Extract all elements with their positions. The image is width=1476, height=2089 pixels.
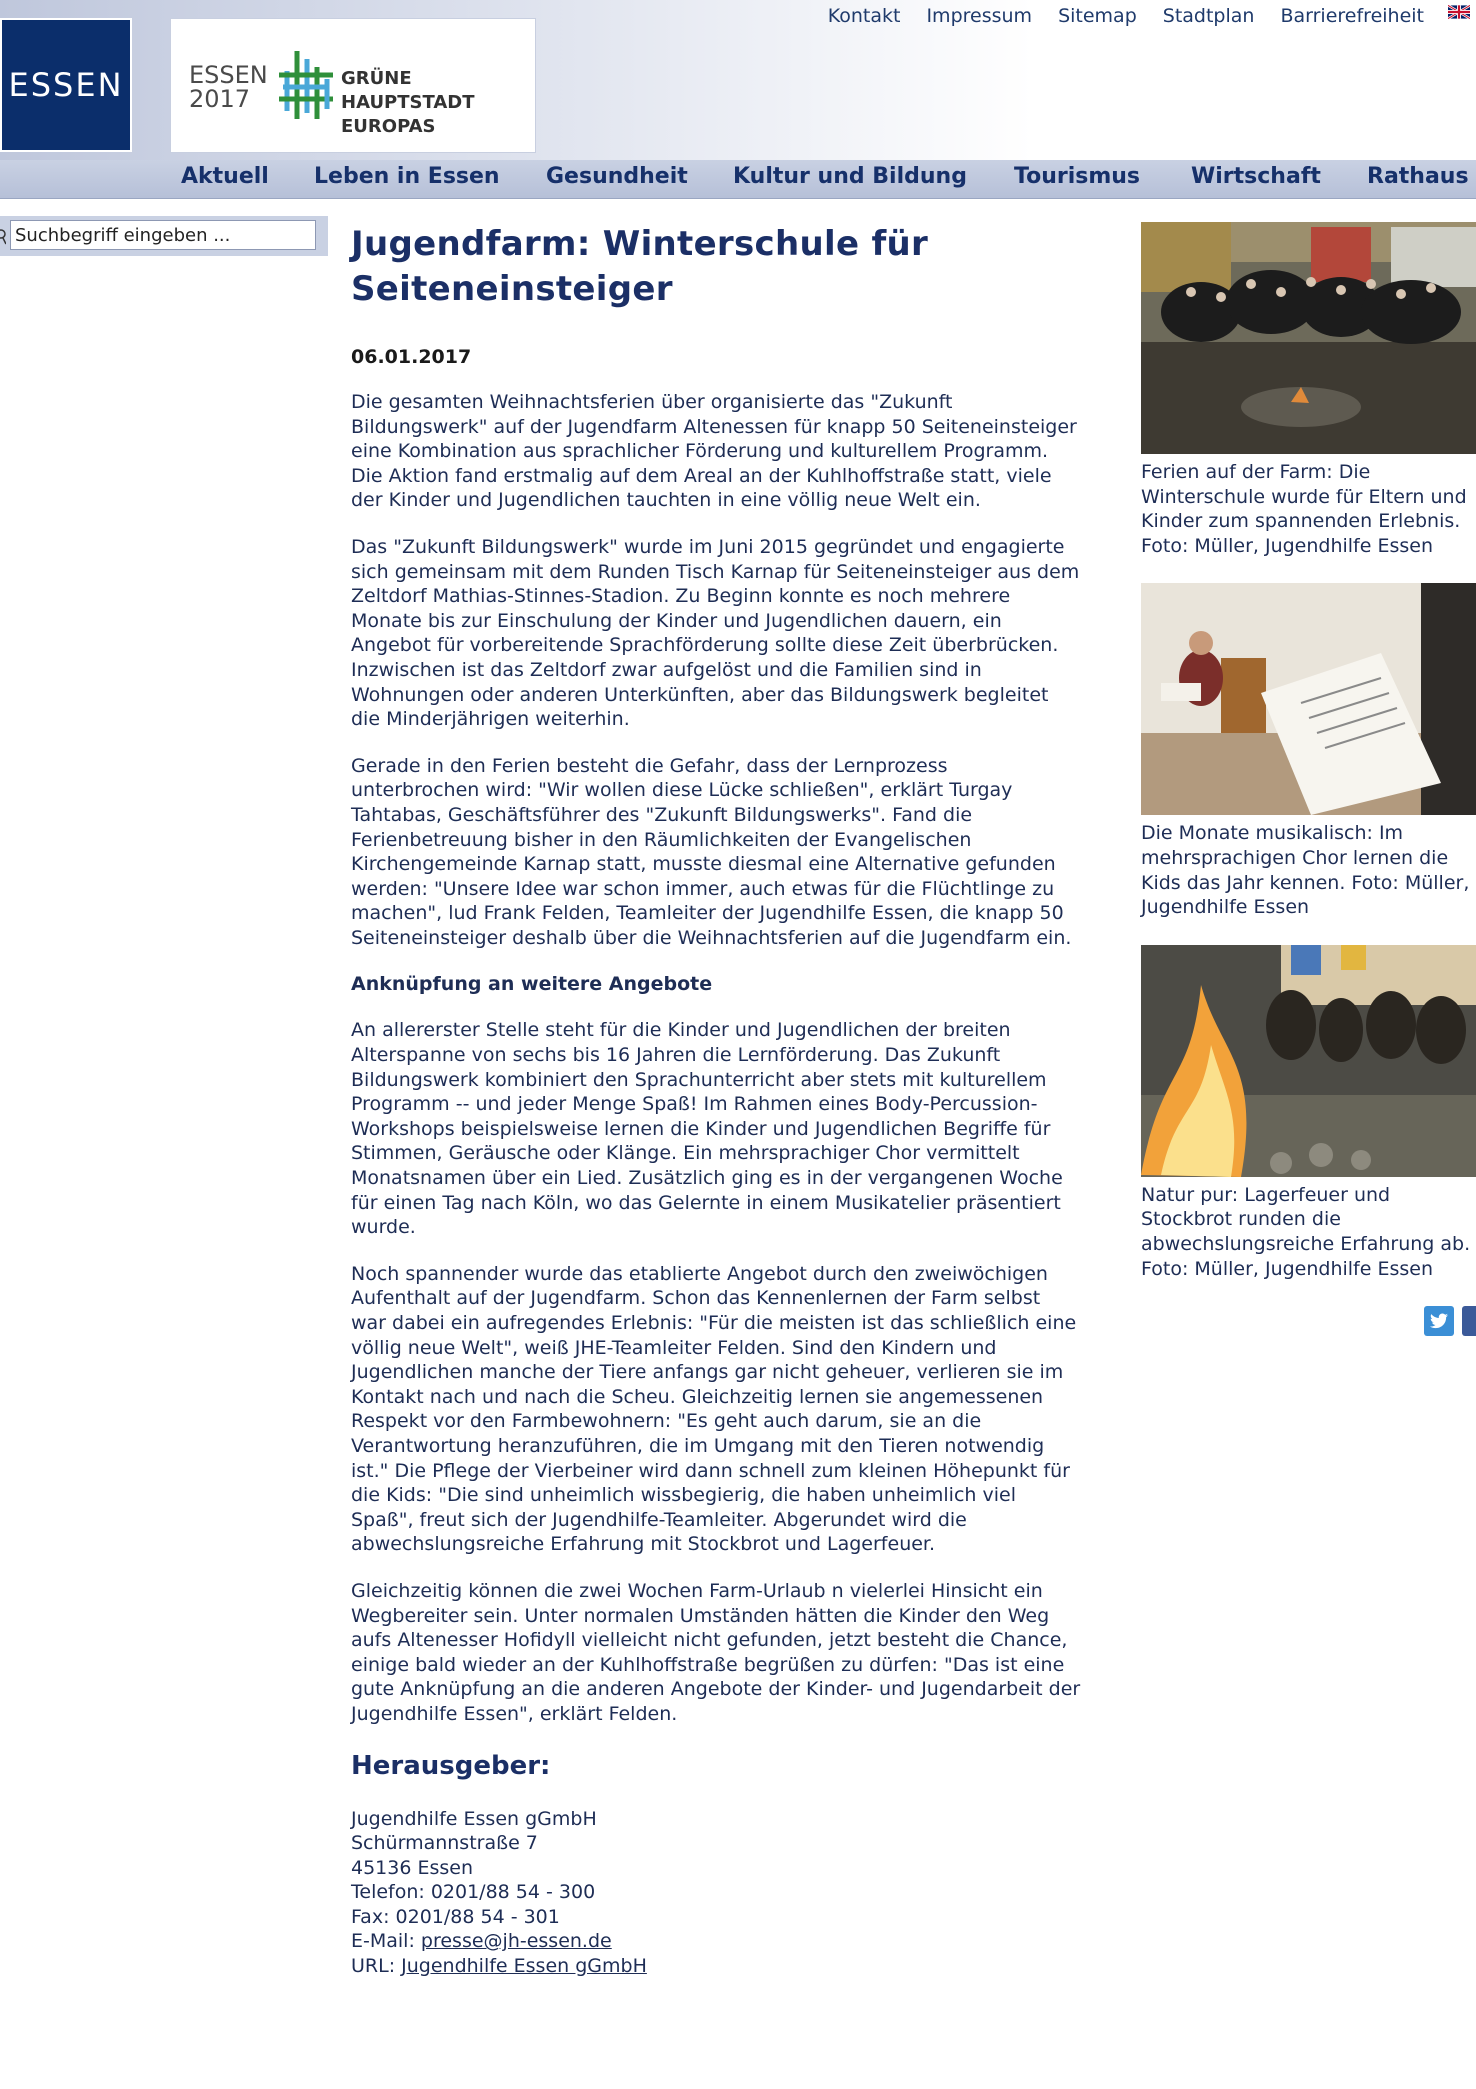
photo-caption: Ferien auf der Farm: Die Winterschule wurde für Eltern und Kinder zum spannenden Erlebnis. Foto: Müller, Jugendhilfe Essen — [1141, 461, 1467, 557]
nav-leben-in-essen[interactable]: Leben in Essen — [314, 164, 500, 189]
nav-wirtschaft[interactable]: Wirtschaft — [1191, 164, 1321, 189]
meta-link-sitemap[interactable]: Sitemap — [1058, 5, 1137, 27]
publisher-block — [351, 1807, 1081, 1979]
publisher-url-link[interactable]: Jugendhilfe Essen gGmbH — [401, 1955, 647, 1978]
photo-campfire[interactable] — [1141, 945, 1476, 1177]
main-nav — [0, 160, 1476, 199]
meta-nav — [802, 0, 1476, 32]
article-subheading: Anknüpfung an weitere Angebote — [351, 973, 713, 996]
green-capital-mark-icon — [275, 49, 337, 121]
twitter-icon[interactable] — [1424, 1306, 1454, 1336]
essen-logo[interactable] — [0, 18, 132, 152]
uk-flag-icon[interactable] — [1448, 5, 1470, 19]
site-header — [0, 0, 1476, 160]
publisher-street: Schürmannstraße 7 — [351, 1832, 538, 1855]
publisher-heading: Herausgeber: — [351, 1750, 551, 1781]
green-capital-logo[interactable] — [170, 18, 536, 153]
nav-tourismus[interactable]: Tourismus — [1014, 164, 1141, 189]
article-paragraph: Noch spannender wurde das etablierte Angebot durch den zweiwöchigen Aufenthalt auf der Jugendfarm. Schon das Kennenlernen der Farm selbst war dabei ein aufregendes Erlebnis: "Für die meisten ist das schließlich eine völlig neue Welt", weiß JHE-Teamleiter Felden. Sind den Kindern und Jugendlichen manche der Tiere anfangs gar nicht geheuer, verlieren sie im Kontakt nach und nach die Scheu. Gleichzeitig lernen sie angemessenen Respekt vor den Farmbewohnern: "Es geht auch darum, sie an die Verantwortung heranzuführen, die im Umgang mit den Tieren notwendig ist." Die Pflege der Vierbeiner wird dann schnell zum kleinen Höhepunkt für die Kids: "Die sind unheimlich wissbegierig, die haben unheimlich viel Spaß", freut sich der Jugendhilfe-Teamleiter. Abgerundet wird die abwechslungsreiche Erfahrung mit Stockbrot und Lagerfeuer. — [351, 1262, 1077, 1556]
publisher-phone: Telefon: 0201/88 54 - 300 — [351, 1881, 596, 1904]
article-date: 06.01.2017 — [351, 346, 472, 368]
meta-link-stadtplan[interactable]: Stadtplan — [1162, 5, 1255, 27]
essen-logo-text: ESSEN — [8, 66, 124, 104]
photo-group-farm[interactable] — [1141, 222, 1476, 454]
article-paragraph: Gerade in den Ferien besteht die Gefahr, dass der Lernprozess unterbrochen wird: "Wir wollen diese Lücke schließen", erklärt Turgay Tahtabas, Geschäftsführer des "Zukunft Bildungswerks". Fand die Ferienbetreuung bisher in den Räumlichkeiten der Evangelischen Kirchengemeinde Karnap statt, musste diesmal eine Alternative gefunden werden: "Unsere Idee war schon immer, auch etwas für die Flüchtlinge zu machen", lud Frank Felden, Teamleiter der Jugendhilfe Essen, die knapp 50 Seiteneinsteiger deshalb über die Weihnachtsferien auf die Jugendfarm ein. — [351, 754, 1072, 949]
facebook-icon[interactable] — [1462, 1306, 1476, 1336]
publisher-email-row: E-Mail: presse@jh-essen.de — [351, 1930, 612, 1953]
nav-kultur-und-bildung[interactable]: Kultur und Bildung — [733, 164, 967, 189]
article-title: Jugendfarm: Winterschule für Seiteneinsteiger — [351, 224, 929, 309]
photo-choir[interactable] — [1141, 583, 1476, 815]
publisher-city: 45136 Essen — [351, 1856, 474, 1879]
nav-gesundheit[interactable]: Gesundheit — [546, 164, 688, 189]
article-paragraph: Das "Zukunft Bildungswerk" wurde im Juni 2015 gegründet und engagierte sich gemeinsam mit dem Runden Tisch Karnap für Seiteneinsteiger aus dem Zeltdorf Mathias-Stinnes-Stadion. Zu Beginn konnte es noch mehrere Monate bis zur Einschulung der Kinder und Jugendlichen dauern, ein Angebot für vorbereitende Sprachförderung sollte diese Zeit überbrücken. Inzwischen ist das Zeltdorf zwar aufgelöst und die Familien sind in Wohnungen oder anderen Unterkünften, aber das Bildungswerk begleitet die Minderjährigen weiterhin. — [351, 535, 1080, 731]
search-box — [0, 216, 328, 256]
photo-sidebar — [1141, 222, 1476, 1281]
meta-link-impressum[interactable]: Impressum — [926, 5, 1033, 27]
green-capital-logo-city: ESSEN 2017 — [189, 61, 268, 113]
green-capital-logo-tagline: GRÜNE HAUPTSTADT EUROPAS — [341, 68, 475, 137]
search-input[interactable] — [10, 220, 316, 250]
article-paragraph: An allererster Stelle steht für die Kinder und Jugendlichen der breiten Alterspanne von sechs bis 16 Jahren die Lernförderung. Das Zukunft Bildungswerk kombiniert den Sprachunterricht aber stets mit kulturellem Programm -- und jeder Menge Spaß! Im Rahmen eines Body-Percussion-Workshops beispielsweise lernen die Kinder und Jugendlichen Begriffe für Stimmen, Geräusche oder Klänge. Ein mehrsprachiger Chor vermittelt Monatsnamen über ein Lied. Zusätzlich ging es in der vergangenen Woche für einen Tag nach Köln, wo das Gelernte in einem Musikatelier präsentiert wurde. — [351, 1019, 1063, 1239]
search-icon[interactable] — [0, 226, 6, 246]
article-paragraph: Die gesamten Weihnachtsferien über organisierte das "Zukunft Bildungswerk" auf der Jugendfarm Altenessen für knapp 50 Seiteneinsteiger eine Kombination aus sprachlicher Förderung und kulturellem Programm. Die Aktion fand erstmalig auf dem Areal an der Kuhlhoffstraße statt, viele der Kinder und Jugendlichen tauchten in eine völlig neue Welt ein. — [351, 391, 1077, 512]
meta-link-barrierefreiheit[interactable]: Barrierefreiheit — [1280, 5, 1424, 27]
article-paragraph: Gleichzeitig können die zwei Wochen Farm-Urlaub n vielerlei Hinsicht ein Wegbereiter sein. Unter normalen Umständen hätten die Kinder den Weg aufs Altenesser Hofidyll vielleicht nicht gefunden, jetzt besteht die Chance, einige bald wieder an der Kuhlhoffstraße begrüßen zu dürfen: "Das ist eine gute Anknüpfung an die anderen Angebote der Kinder- und Jugendarbeit der Jugendhilfe Essen", erklärt Felden. — [351, 1579, 1081, 1725]
publisher-name: Jugendhilfe Essen gGmbH — [351, 1807, 597, 1830]
article — [351, 222, 1081, 1979]
photo-caption: Natur pur: Lagerfeuer und Stockbrot runden die abwechslungsreiche Erfahrung ab. Foto: Müller, Jugendhilfe Essen — [1141, 1183, 1471, 1280]
publisher-email-link[interactable]: presse@jh-essen.de — [420, 1930, 612, 1953]
nav-rathaus[interactable]: Rathaus — [1367, 164, 1469, 189]
publisher-url-row: URL: Jugendhilfe Essen gGmbH — [351, 1955, 647, 1978]
publisher-fax: Fax: 0201/88 54 - 301 — [351, 1905, 560, 1928]
photo-caption: Die Monate musikalisch: Im mehrsprachigen Chor lernen die Kids das Jahr kennen. Foto: Müller, Jugendhilfe Essen — [1141, 822, 1470, 919]
meta-link-kontakt[interactable]: Kontakt — [827, 5, 901, 27]
social-share — [1424, 1306, 1476, 1336]
nav-aktuell[interactable]: Aktuell — [181, 164, 269, 189]
